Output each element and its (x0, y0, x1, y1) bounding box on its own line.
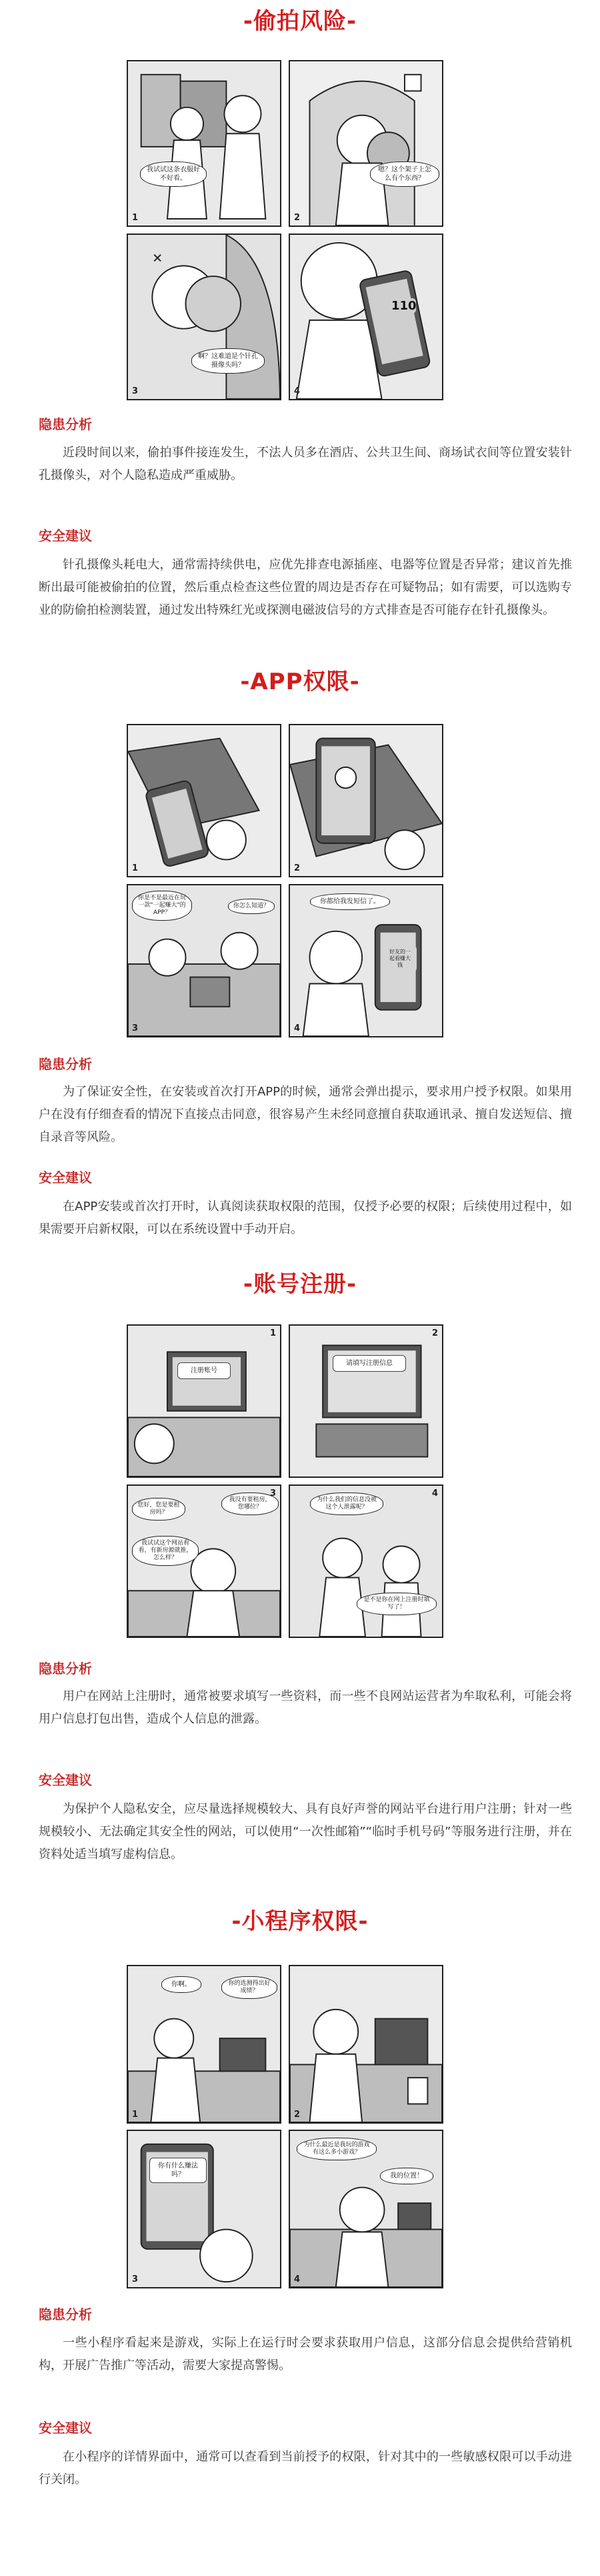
comic-illustration (128, 2131, 280, 2287)
comic-panel (289, 60, 443, 227)
comic-strip (127, 724, 443, 1037)
speech-bubble: 嗯？这个架子上怎么有个东西？ (370, 161, 439, 187)
comic-illustration (128, 61, 280, 226)
comic-illustration (290, 1326, 442, 1476)
comic-strip (127, 1965, 443, 2288)
comic-strip (127, 1324, 443, 1638)
comic-panel (289, 1324, 443, 1478)
panel-number: 1 (132, 863, 139, 873)
panel-number: 4 (431, 1488, 438, 1498)
speech-bubble: 我试试这个网站看看，有新房源就推，怎么样？ (132, 1536, 199, 1566)
comic-panel (289, 884, 443, 1037)
comic-panel (127, 60, 281, 227)
speech-bubble: 为什么我们的信息没被这个人泄露呢？ (310, 1492, 383, 1515)
speech-bubble: 你怎么知道？ (228, 899, 275, 914)
speech-bubble: 我的位置！ (380, 2168, 433, 2184)
comic-illustration (290, 235, 442, 399)
risk-analysis-text: 用户在网站上注册时，通常被要求填写一些资料，而一些不良网站运营者为牟取私利，可能会将用户信息打包出售，造成个人信息的泄露。 (39, 1689, 572, 1726)
safety-advice-label: 安全建议 (39, 528, 92, 544)
risk-analysis-label: 隐患分析 (39, 416, 92, 432)
phone-message: 好友的一起看赚大钱 (383, 945, 417, 972)
comic-strip (127, 60, 443, 400)
comic-panel (127, 1324, 281, 1478)
risk-analysis-label: 隐患分析 (39, 2306, 92, 2322)
panel-number: 1 (132, 213, 139, 223)
risk-analysis-label: 隐患分析 (39, 1661, 92, 1677)
panel-number: 1 (269, 1328, 276, 1338)
comic-illustration (290, 61, 442, 226)
panel-number: 2 (294, 863, 301, 873)
section-title: -偷拍风险- (243, 8, 357, 35)
comic-panel (127, 234, 281, 400)
panel-number: 1 (132, 2110, 139, 2120)
panel-number: 4 (294, 386, 301, 396)
safety-advice-text: 针孔摄像头耗电大，通常需持续供电，应优先排查电源插座、电器等位置是否异常；建议首先推断出最可能被偷拍的位置，然后重点检查这些位置的周边是否存在可疑物品；如有需要，可以选购专业的防偷拍检测装置，通过发出特殊红光或探测电磁波信号的方式排查是否可能存在针孔摄像头。 (39, 558, 572, 617)
comic-panel (127, 1484, 281, 1638)
comic-panel (127, 2130, 281, 2288)
safety-advice-text: 在小程序的详情界面中，通常可以查看到当前授予的权限，针对其中的一些敏感权限可以手动进行关闭。 (39, 2450, 572, 2487)
safety-advice-label: 安全建议 (39, 2420, 92, 2436)
panel-number: 2 (294, 213, 301, 223)
panel-number: 4 (294, 2274, 301, 2284)
speech-bubble: 为什么最近是我玩的游戏有这么多小游戏？ (297, 2138, 377, 2160)
comic-panel (289, 1965, 443, 2124)
comic-panel (289, 724, 443, 877)
phone-message: 你有什么赚法吗？ (149, 2158, 207, 2183)
comic-panel (127, 1965, 281, 2124)
comic-panel (289, 1484, 443, 1638)
panel-number: 4 (294, 1023, 301, 1033)
comic-panel (127, 884, 281, 1037)
comic-illustration (290, 725, 442, 876)
comic-panel (289, 234, 443, 400)
comic-panel (289, 2130, 443, 2288)
section-title: -APP权限- (240, 669, 360, 695)
comic-illustration (290, 1966, 442, 2122)
safety-advice-label: 安全建议 (39, 1170, 92, 1186)
comic-illustration (128, 235, 280, 399)
risk-analysis-text: 近段时间以来，偷拍事件接连发生，不法人员多在酒店、公共卫生间、商场试衣间等位置安装针孔摄像头，对个人隐私造成严重威胁。 (39, 446, 572, 482)
screen-label: 请填写注册信息 (333, 1355, 406, 1372)
risk-analysis-text: 为了保证安全性，在安装或首次打开APP的时候，通常会弹出提示，要求用户授予权限。如果用户在没有仔细查看的情况下直接点击同意，很容易产生未经同意擅自获取通讯录、擅自发送短信、擅自录音等风险。 (39, 1085, 572, 1144)
speech-bubble: 您好，您是要租房吗？ (132, 1498, 185, 1521)
speech-bubble: 你都给我发短信了。 (310, 893, 390, 910)
panel-number: 3 (132, 386, 139, 396)
comic-illustration (128, 725, 280, 876)
risk-analysis-text: 一些小程序看起来是游戏，实际上在运行时会要求获取用户信息，这部分信息会提供给营销机构，开展广告推广等活动，需要大家提高警惕。 (39, 2336, 572, 2373)
panel-number: 3 (269, 1488, 276, 1498)
panel-number: 2 (431, 1328, 438, 1338)
risk-analysis-label: 隐患分析 (39, 1056, 92, 1072)
phone-screen-number: 110 (387, 298, 416, 314)
safety-advice-text: 在APP安装或首次打开时，认真阅读获取权限的范围，仅授予必要的权限；后续使用过程中，如果需要开启新权限，可以在系统设置中手动开启。 (39, 1200, 572, 1236)
speech-bubble: 是不是你在网上注册时填写了！ (357, 1593, 437, 1615)
safety-advice-label: 安全建议 (39, 1772, 92, 1788)
speech-bubble: 我试试这条衣服好不好看。 (140, 161, 207, 187)
safety-advice-text: 为保护个人隐私安全，应尽量选择规模较大、具有良好声誉的网站平台进行用户注册；针对一些规模较小、无法确定其安全性的网站，可以使用“一次性邮箱”“临时手机号码”等服务进行注册，并在资料处适当填写虚构信息。 (39, 1802, 572, 1861)
speech-bubble: 你的选测得出好成绩？ (221, 1976, 277, 1999)
speech-bubble: 你啊。 (161, 1976, 201, 1993)
speech-bubble: 啊？这难道是个针孔摄像头吗？ (191, 348, 265, 374)
screen-label: 注册账号 (177, 1362, 231, 1379)
panel-number: 3 (132, 2274, 139, 2284)
speech-bubble: 我没有要租房，您哪位？ (221, 1492, 279, 1515)
speech-bubble: 你是不是最近在玩一款"一起赚大"的APP？ (132, 891, 192, 921)
section-title: -账号注册- (243, 1271, 357, 1298)
section-title: -小程序权限- (231, 1908, 369, 1935)
panel-number: 3 (132, 1023, 139, 1033)
comic-panel (127, 724, 281, 877)
panel-number: 2 (294, 2110, 301, 2120)
comic-illustration (128, 1326, 280, 1476)
